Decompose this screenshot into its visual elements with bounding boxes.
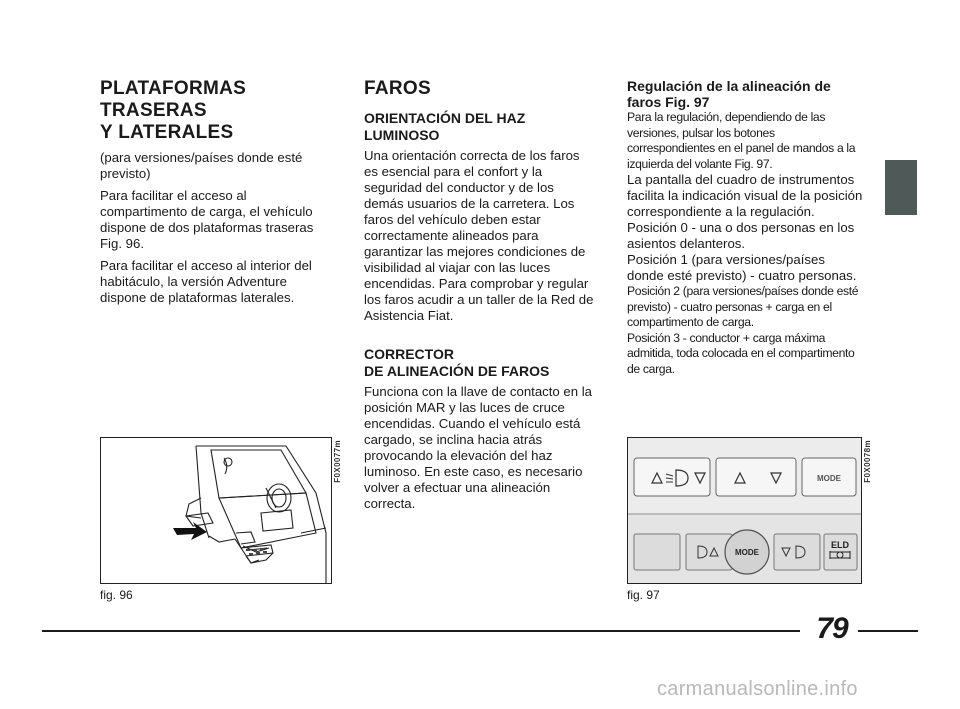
mode-display: [802, 458, 856, 496]
position-2-text: Posición 2 (para versiones/países donde esté previsto) - cuatro personas + carga en el compartimento de carga.: [627, 284, 859, 329]
svg-text:MODE: MODE: [735, 548, 759, 557]
platforms-rear-text: Para facilitar el acceso al compartimento de carga, el vehículo dispone de dos plataformas traseras Fig. 96.: [100, 188, 314, 251]
column-platforms: [100, 78, 328, 312]
platforms-note: (para versiones/países donde esté previsto): [100, 150, 303, 181]
position-3-text: Posición 3 - conductor + carga máxima admitida, toda colocada en el compartimento de carga.: [627, 330, 855, 376]
heading-platforms: PLATAFORMAS TRASERAS Y LATERALES: [100, 78, 247, 143]
blank-button: [634, 534, 680, 570]
beam-orientation-text: Una orientación correcta de los faros es esencial para el confort y la seguridad del conductor y de los demás usuarios de la carretera. Los faros del vehículo deben estar correctamente alineados para garantizar las mejores condiciones de visibilidad al viajar con las luces encendidas. Para comprobar y regular los faros acudir a un taller de la Red de Asistencia Fiat.: [364, 148, 594, 323]
heading-beam-orientation: ORIENTACIÓN DEL HAZ LUMINOSO: [364, 110, 526, 143]
figure-97-control-panel: [627, 437, 862, 584]
svg-text:MODE: MODE: [817, 474, 841, 483]
regulation-text: Para la regulación, dependiendo de las versiones, pulsar los botones correspondientes en el panel de mandos a la izquierda del volante Fig. 97.: [627, 110, 856, 171]
footer-rule-left: [42, 630, 800, 632]
column-alignment-regulation: [627, 78, 863, 377]
footer-rule-right: [858, 630, 918, 632]
watermark: carmanualsonline.info: [657, 678, 858, 700]
display-text: La pantalla del cuadro de instrumentos facilita la indicación visual de la posición correspondiente a la regulación.: [627, 172, 863, 219]
headlight-adjust-display: [634, 458, 710, 496]
heading-headlights: FAROS: [364, 78, 431, 99]
eld-button: [824, 534, 857, 570]
figure-97-code: F0X0078m: [863, 440, 872, 483]
figure-96-rear-platforms: [100, 437, 332, 584]
figure-97-caption: fig. 97: [627, 588, 660, 602]
svg-text:ELD: ELD: [831, 540, 849, 550]
rear-platform-illustration: [101, 438, 331, 583]
heading-alignment-corrector: CORRECTOR DE ALINEACIÓN DE FAROS: [364, 346, 550, 379]
control-panel-illustration: [628, 438, 861, 583]
headlight-up-button: [774, 534, 820, 570]
figure-96-caption: fig. 96: [100, 588, 133, 602]
page-number: 79: [816, 612, 848, 645]
position-1-text: Posición 1 (para versiones/países donde esté previsto) - cuatro personas.: [627, 252, 857, 283]
platforms-side-text: Para facilitar el acceso al interior del habitáculo, la versión Adventure dispone de plataformas laterales.: [100, 258, 312, 305]
figure-96-code: F0X0077m: [333, 440, 342, 483]
mode-button: [725, 530, 769, 574]
position-arrows-display: [716, 458, 796, 496]
alignment-corrector-text: Funciona con la llave de contacto en la posición MAR y las luces de cruce encendidas. Cuando el vehículo está cargado, se inclina hacia atrás provocando la elevación del haz luminoso. En este caso, es necesario volver a efectuar una alineación correcta.: [364, 384, 592, 511]
position-0-text: Posición 0 - una o dos personas en los asientos delanteros.: [627, 220, 855, 251]
column-headlights: [364, 78, 596, 518]
heading-alignment-regulation: Regulación de la alineación de faros Fig. 97: [627, 78, 831, 110]
chapter-tab: [885, 160, 917, 215]
